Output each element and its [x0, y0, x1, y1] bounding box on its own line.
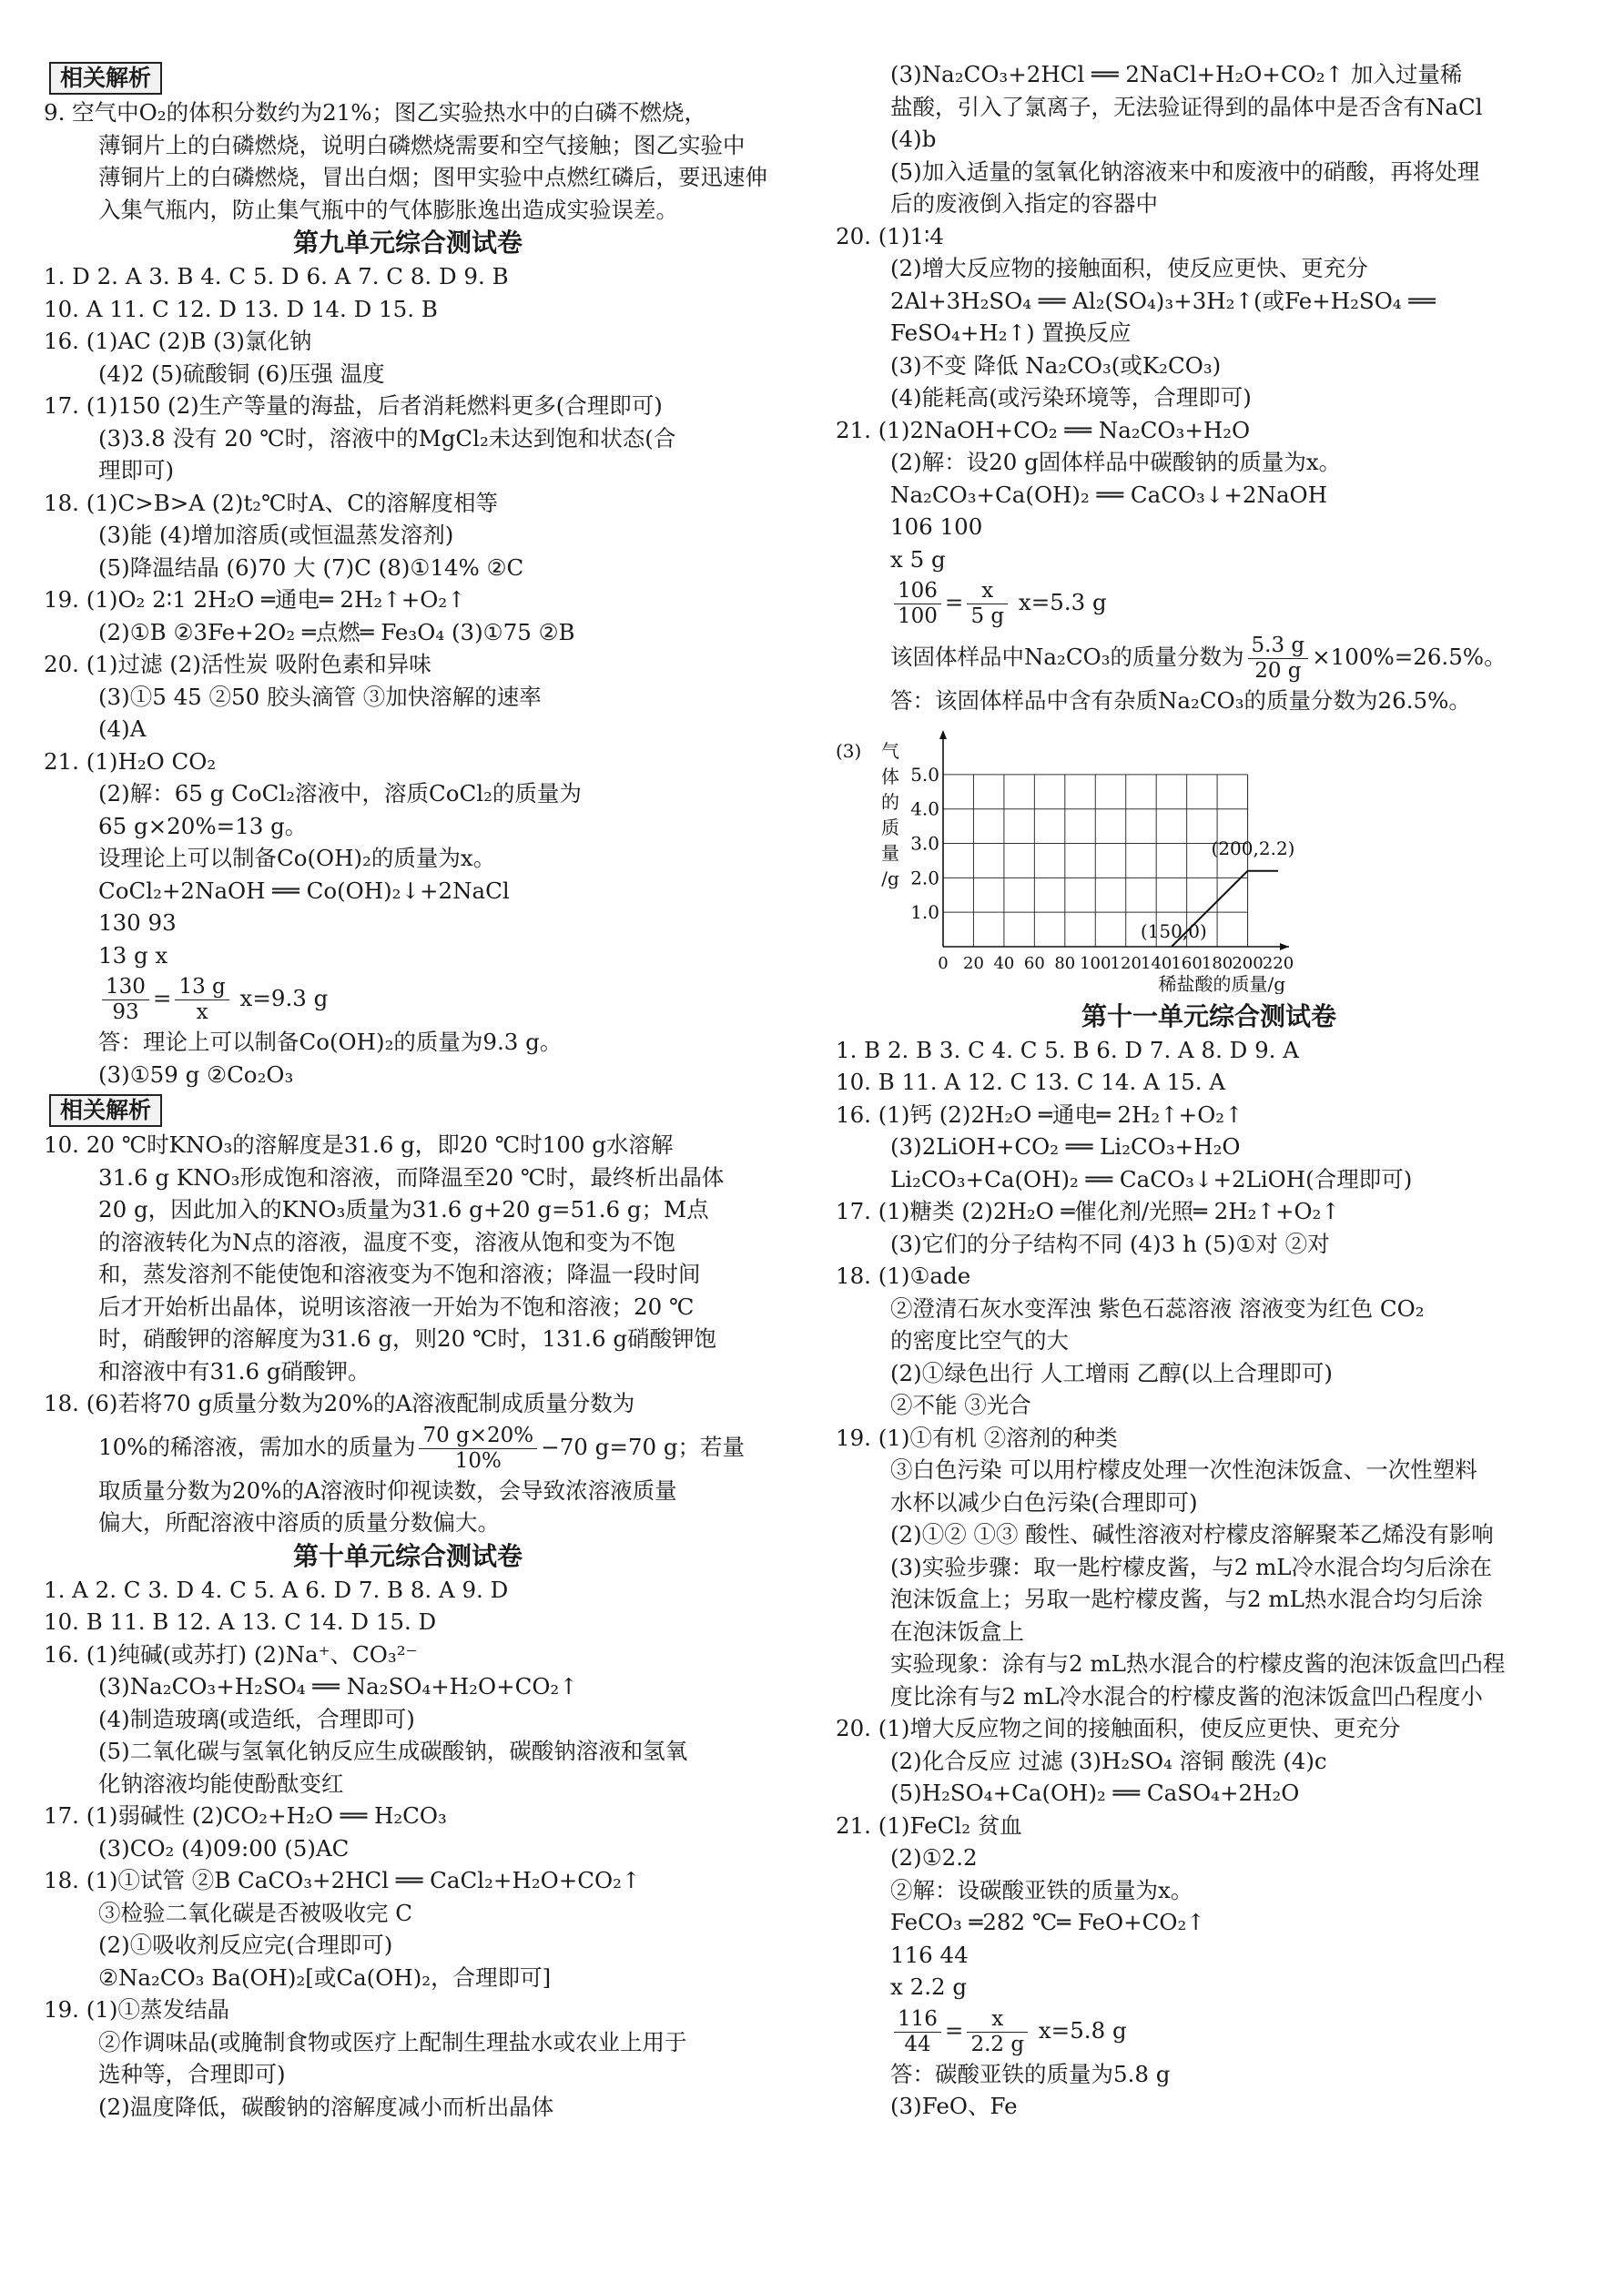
- answer-line: ②澄清石灰水变浑浊 紫色石蕊溶液 溶液变为红色 CO₂: [890, 1294, 1425, 1322]
- y-axis-label-char: 量: [881, 841, 899, 864]
- y-axis-label-char: 气: [881, 739, 899, 762]
- answer-line: 10. A 11. C 12. D 13. D 14. D 15. B: [44, 295, 438, 322]
- answer-line: 实验现象：涂有与2 mL热水混合的柠檬皮酱的泡沫饭盒凹凸程: [890, 1650, 1506, 1677]
- answer-line: ③白色污染 可以用柠檬皮处理一次性泡沫饭盒、一次性塑料: [890, 1456, 1477, 1483]
- answer-line: ②不能 ③光合: [890, 1392, 1031, 1418]
- denominator: 20 g: [1254, 659, 1302, 683]
- fraction-line: [836, 2004, 1582, 2058]
- answer-line: 选种等，合理即可): [98, 2061, 286, 2087]
- right-column: [836, 58, 1582, 2123]
- x-tick-label: 220: [1262, 953, 1294, 973]
- section-title: 第九单元综合测试卷: [292, 228, 523, 258]
- fraction: [175, 975, 228, 1025]
- answer-line: 1. D 2. A 3. B 4. C 5. D 6. A 7. C 8. D 9. B: [44, 263, 509, 289]
- y-axis-label-char: /g: [881, 867, 899, 889]
- chart-svg: [836, 721, 1400, 994]
- fraction-tail: −70 g=70 g；若量: [541, 1433, 746, 1460]
- answer-line: ②解：设碳酸亚铁的质量为x。: [890, 1876, 1193, 1903]
- answer-line: 入集气瓶内，防止集气瓶中的气体膨胀逸出造成实验误差。: [98, 196, 678, 223]
- answer-line: 薄铜片上的白磷燃烧，说明白磷燃烧需要和空气接触；图乙实验中: [98, 131, 746, 158]
- answer-line: 度比涂有与2 mL冷水混合的柠檬皮酱的泡沫饭盒凹凸程度小: [890, 1682, 1483, 1710]
- fraction-line: [836, 630, 1582, 685]
- answer-line: 18. (1)①试管 ②B CaCO₃+2HCl ══ CaCl₂+H₂O+CO₂↑: [44, 1867, 641, 1893]
- fraction-line: [44, 1420, 772, 1475]
- answer-line: 17. (1)弱碱性 (2)CO₂+H₂O ══ H₂CO₃: [44, 1802, 447, 1829]
- answer-line: (3)FeO、Fe: [890, 2093, 1018, 2119]
- answer-line: 9. 空气中O₂的体积分数约为21%；图乙实验热水中的白磷不燃烧，: [44, 99, 707, 126]
- answer-line: 16. (1)钙 (2)2H₂O ═通电═ 2H₂↑+O₂↑: [836, 1101, 1243, 1128]
- answer-line: 106 100: [890, 513, 983, 540]
- answer-line: 19. (1)①蒸发结晶: [44, 1996, 229, 2023]
- answer-line: 水杯以减少白色污染(合理即可): [890, 1488, 1198, 1516]
- answer-line: (2)解：设20 g固体样品中碳酸钠的质量为x。: [890, 449, 1342, 475]
- answer-line: 答：理论上可以制备Co(OH)₂的质量为9.3 g。: [98, 1029, 563, 1055]
- answer-line: 取质量分数为20%的A溶液时仰视读数，会导致浓溶液质量: [98, 1476, 677, 1504]
- answer-line: (3)实验步骤：取一匙柠檬皮酱，与2 mL冷水混合均匀后涂在: [890, 1553, 1493, 1580]
- x-tick-label: 80: [1054, 953, 1076, 973]
- answer-line: (3)①5 45 ②50 胶头滴管 ③加快溶解的速率: [98, 683, 542, 710]
- numerator: 5.3 g: [1248, 634, 1309, 659]
- answer-line: 后的废液倒入指定的容器中: [890, 190, 1158, 217]
- denominator: 2.2 g: [970, 2032, 1025, 2056]
- denominator: 44: [904, 2032, 931, 2056]
- x-axis-label: 稀盐酸的质量/g: [1158, 972, 1285, 994]
- answer-line: 时，硝酸钾的溶解度为31.6 g，则20 ℃时，131.6 g硝酸钾饱: [98, 1325, 716, 1352]
- answer-line: 31.6 g KNO₃形成饱和溶液，而降温至20 ℃时，最终析出晶体: [98, 1163, 725, 1191]
- answer-line: (4)能耗高(或污染环境等，合理即可): [890, 384, 1252, 411]
- answer-line: (2)增大反应物的接触面积，使反应更快、更充分: [890, 255, 1368, 281]
- x-axis-arrow: [1280, 943, 1289, 950]
- answer-line: (2)温度降低，碳酸钠的溶解度减小而析出晶体: [98, 2093, 554, 2120]
- fraction: [894, 579, 941, 629]
- answer-line: 盐酸，引入了氯离子，无法验证得到的晶体中是否含有NaCl: [890, 93, 1483, 120]
- answer-line: 1. B 2. B 3. C 4. C 5. B 6. D 7. A 8. D 9. A: [836, 1036, 1299, 1063]
- y-tick-label: 3.0: [910, 832, 939, 855]
- answer-line: 偏大，所配溶液中溶质的质量分数偏大。: [98, 1509, 500, 1536]
- section-title: 第十一单元综合测试卷: [1081, 1000, 1336, 1031]
- answer-line: (3)2LiOH+CO₂ ══ Li₂CO₃+H₂O: [890, 1133, 1241, 1160]
- answer-line: 21. (1)2NaOH+CO₂ ══ Na₂CO₃+H₂O: [836, 416, 1251, 443]
- answer-line: 答：该固体样品中含有杂质Na₂CO₃的质量分数为26.5%。: [890, 687, 1471, 714]
- answer-line: 后才开始析出晶体，说明该溶液一开始为不饱和溶液；20 ℃: [98, 1293, 695, 1320]
- answer-line: 2Al+3H₂SO₄ ══ Al₂(SO₄)₃+3H₂↑(或Fe+H₂SO₄ ══: [890, 287, 1436, 314]
- y-axis-label-char: 体: [881, 765, 899, 787]
- numerator: 130: [102, 975, 149, 1000]
- answer-line: 21. (1)FeCl₂ 贫血: [836, 1811, 1022, 1839]
- chart-question-label: (3): [836, 739, 862, 762]
- answer-line: 116 44: [890, 1941, 969, 1968]
- answer-line: (2)①② ①③ 酸性、碱性溶液对柠檬皮溶解聚苯乙烯没有影响: [890, 1521, 1494, 1547]
- answer-line: (4)2 (5)硫酸铜 (6)压强 温度: [98, 360, 385, 387]
- answer-line: 和，蒸发溶剂不能使饱和溶液变为不饱和溶液；降温一段时间: [98, 1261, 701, 1287]
- x-tick-label: 20: [963, 953, 984, 973]
- answer-line: 化钠溶液均能使酚酞变红: [98, 1770, 344, 1797]
- answer-line: 和溶液中有31.6 g硝酸钾。: [98, 1357, 370, 1385]
- fraction: [894, 2007, 941, 2057]
- answer-line: (2)①吸收剂反应完(合理即可): [98, 1932, 393, 1958]
- numerator: 70 g×20%: [419, 1424, 537, 1449]
- x-tick-label: 180: [1201, 953, 1233, 973]
- numerator: 106: [894, 579, 941, 604]
- answer-line: (4)b: [890, 126, 937, 152]
- fraction: [967, 2007, 1028, 2057]
- y-axis-label-char: 的: [881, 790, 899, 813]
- denominator: 93: [112, 1000, 139, 1024]
- answer-line: 17. (1)150 (2)生产等量的海盐，后者消耗燃料更多(合理即可): [44, 392, 663, 419]
- answer-line: (4)A: [98, 715, 147, 742]
- answer-line: (2)①绿色出行 人工增雨 乙醇(以上合理即可): [890, 1359, 1333, 1386]
- y-tick-label: 5.0: [910, 763, 939, 786]
- answer-line: 设理论上可以制备Co(OH)₂的质量为x。: [98, 845, 496, 871]
- answer-line: 18. (6)若将70 g质量分数为20%的A溶液配制成质量分数为: [44, 1390, 635, 1416]
- fraction-tail: ×100%=26.5%。: [1312, 644, 1507, 670]
- answer-line: 16. (1)AC (2)B (3)氯化钠: [44, 328, 312, 354]
- answer-line: 10. B 11. A 12. C 13. C 14. A 15. A: [836, 1069, 1226, 1095]
- fraction-prefix: 10%的稀溶液，需加水的质量为: [98, 1433, 416, 1460]
- answer-line: (4)制造玻璃(或造纸，合理即可): [98, 1705, 415, 1732]
- fraction-tail: x=5.3 g: [1011, 589, 1107, 615]
- answer-line: 20. (1)1∶4: [836, 222, 945, 249]
- x-tick-label: 160: [1171, 953, 1203, 973]
- answer-line: (2)①B ②3Fe+2O₂ ═点燃═ Fe₃O₄ (3)①75 ②B: [98, 618, 575, 645]
- answer-line: 的溶液转化为N点的溶液，温度不变，溶液从饱和变为不饱: [98, 1228, 675, 1255]
- denominator: 100: [898, 604, 938, 628]
- denominator: 10%: [454, 1448, 502, 1473]
- answer-line: 10. 20 ℃时KNO₃的溶解度是31.6 g，即20 ℃时100 g水溶解: [44, 1131, 674, 1158]
- answer-line: (3)能 (4)增加溶质(或恒温蒸发溶剂): [98, 522, 454, 548]
- answer-line: ②Na₂CO₃ Ba(OH)₂[或Ca(OH)₂，合理即可]: [98, 1963, 552, 1991]
- answer-line: 17. (1)糖类 (2)2H₂O ═催化剂/光照═ 2H₂↑+O₂↑: [836, 1198, 1340, 1224]
- answer-line: 20. (1)增大反应物之间的接触面积，使反应更快、更充分: [836, 1715, 1401, 1741]
- denominator: x: [196, 1000, 208, 1024]
- fraction-tail: x=9.3 g: [232, 985, 329, 1011]
- answer-line: x 5 g: [890, 545, 946, 573]
- answer-line: 在泡沫饭盒上: [890, 1618, 1024, 1645]
- x-tick-label: 60: [1023, 953, 1045, 973]
- numerator: x: [967, 579, 1008, 604]
- answer-line: (2)解：65 g CoCl₂溶液中，溶质CoCl₂的质量为: [98, 780, 582, 807]
- x-tick-label: 100: [1080, 953, 1111, 973]
- answer-line: 答：碳酸亚铁的质量为5.8 g: [890, 2060, 1171, 2087]
- answer-line: 20. (1)过滤 (2)活性炭 吸附色素和异味: [44, 651, 431, 677]
- answer-line: (3)它们的分子结构不同 (4)3 h (5)①对 ②对: [890, 1230, 1330, 1257]
- y-tick-label: 4.0: [910, 797, 939, 820]
- denominator: 5 g: [970, 604, 1005, 628]
- section-tag-row: [44, 58, 772, 96]
- answer-line: (3)不变 降低 Na₂CO₃(或K₂CO₃): [890, 351, 1222, 379]
- section-tag-row: [44, 1091, 772, 1129]
- left-column: [44, 58, 772, 2123]
- answer-line: (2)化合反应 过滤 (3)H₂SO₄ 溶铜 酸洗 (4)c: [890, 1747, 1327, 1774]
- fraction: [102, 975, 149, 1025]
- point-annotation: (200,2.2): [1211, 837, 1295, 859]
- fraction: [967, 579, 1008, 629]
- answer-line: 泡沫饭盒上；另取一匙柠檬皮酱，与2 mL热水混合均匀后涂: [890, 1586, 1483, 1612]
- numerator: 13 g: [175, 975, 228, 1000]
- answer-line: (3)Na₂CO₃+2HCl ══ 2NaCl+H₂O+CO₂↑ 加入过量稀: [890, 61, 1463, 87]
- answer-line: 10. B 11. B 12. A 13. C 14. D 15. D: [44, 1608, 437, 1635]
- answer-line: (3)CO₂ (4)09:00 (5)AC: [98, 1834, 350, 1862]
- answer-line: 16. (1)纯碱(或苏打) (2)Na⁺、CO₃²⁻: [44, 1640, 418, 1668]
- x-tick-label: 120: [1110, 953, 1142, 973]
- analysis-tag: 相关解析: [49, 62, 162, 95]
- answer-line: (2)①2.2: [890, 1844, 978, 1871]
- answer-line: 21. (1)H₂O CO₂: [44, 747, 217, 775]
- answer-line: 19. (1)O₂ 2∶1 2H₂O ═通电═ 2H₂↑+O₂↑: [44, 586, 466, 613]
- y-tick-label: 2.0: [910, 866, 939, 888]
- x-tick-label: 40: [993, 953, 1015, 973]
- fraction-prefix: 该固体样品中Na₂CO₃的质量分数为: [890, 644, 1244, 670]
- equals-sign: =: [944, 589, 964, 615]
- answer-line: FeSO₄+H₂↑) 置换反应: [890, 320, 1132, 346]
- answer-line: 18. (1)①ade: [836, 1263, 971, 1289]
- answer-line: (3)Na₂CO₃+H₂SO₄ ══ Na₂SO₄+H₂O+CO₂↑: [98, 1673, 578, 1699]
- fraction: [419, 1424, 537, 1474]
- answer-line: ②作调味品(或腌制食物或医疗上配制生理盐水或农业上用于: [98, 2028, 687, 2055]
- answer-line: CoCl₂+2NaOH ══ Co(OH)₂↓+2NaCl: [98, 877, 510, 904]
- gas-mass-chart: [836, 721, 1400, 994]
- answer-line: 65 g×20%=13 g。: [98, 812, 308, 839]
- fraction-line: [836, 575, 1582, 630]
- y-axis-label-char: 质: [881, 816, 899, 838]
- answer-line: 130 93: [98, 909, 177, 936]
- answer-line: 13 g x: [98, 941, 168, 969]
- equals-sign: =: [152, 985, 172, 1011]
- answer-line: FeCO₃ ═282 ℃═ FeO+CO₂↑: [890, 1909, 1205, 1935]
- answer-line: Li₂CO₃+Ca(OH)₂ ══ CaCO₃↓+2LiOH(合理即可): [890, 1165, 1413, 1192]
- answer-line: 的密度比空气的大: [890, 1327, 1069, 1354]
- fraction: [1248, 634, 1309, 684]
- y-axis-arrow: [939, 730, 947, 739]
- answer-line: ③检验二氧化碳是否被吸收完 C: [98, 1899, 413, 1926]
- answer-line: Na₂CO₃+Ca(OH)₂ ══ CaCO₃↓+2NaOH: [890, 481, 1328, 508]
- point-annotation: (150,0): [1140, 919, 1207, 942]
- fraction-tail: x=5.8 g: [1031, 2016, 1127, 2044]
- fraction-line: [44, 971, 772, 1026]
- equals-sign: =: [944, 2016, 964, 2044]
- answer-line: (5)二氧化碳与氢氧化钠反应生成碳酸钠，碳酸钠溶液和氢氧: [98, 1738, 688, 1764]
- answer-line: 薄铜片上的白磷燃烧，冒出白烟；图甲实验中点燃红磷后，要迅速伸: [98, 164, 767, 190]
- section-title: 第十单元综合测试卷: [292, 1540, 523, 1571]
- answer-line: (5)H₂SO₄+Ca(OH)₂ ══ CaSO₄+2H₂O: [890, 1780, 1300, 1806]
- x-tick-label: 140: [1141, 953, 1172, 973]
- answer-line: x 2.2 g: [890, 1973, 968, 2000]
- answer-line: (5)降温结晶 (6)70 大 (7)C (8)①14% ②C: [98, 553, 524, 581]
- answer-line: (3)①59 g ②Co₂O₃: [98, 1060, 294, 1088]
- answer-line: 19. (1)①有机 ②溶剂的种类: [836, 1424, 1118, 1451]
- answer-line: 1. A 2. C 3. D 4. C 5. A 6. D 7. B 8. A 9. D: [44, 1576, 509, 1603]
- answer-line: 18. (1)C>B>A (2)t₂℃时A、C的溶解度相等: [44, 489, 498, 516]
- numerator: x: [967, 2007, 1028, 2033]
- analysis-tag: 相关解析: [49, 1094, 162, 1127]
- x-tick-label: 200: [1232, 953, 1264, 973]
- x-tick-label: 0: [938, 953, 949, 973]
- answer-line: 20 g，因此加入的KNO₃质量为31.6 g+20 g=51.6 g；M点: [98, 1196, 709, 1223]
- y-tick-label: 1.0: [910, 900, 939, 923]
- answer-line: (3)3.8 没有 20 ℃时，溶液中的MgCl₂未达到饱和状态(合: [98, 424, 676, 451]
- answer-line: 理即可): [98, 457, 175, 483]
- answer-line: (5)加入适量的氢氧化钠溶液来中和废液中的硝酸，再将处理: [890, 157, 1480, 185]
- numerator: 116: [894, 2007, 941, 2033]
